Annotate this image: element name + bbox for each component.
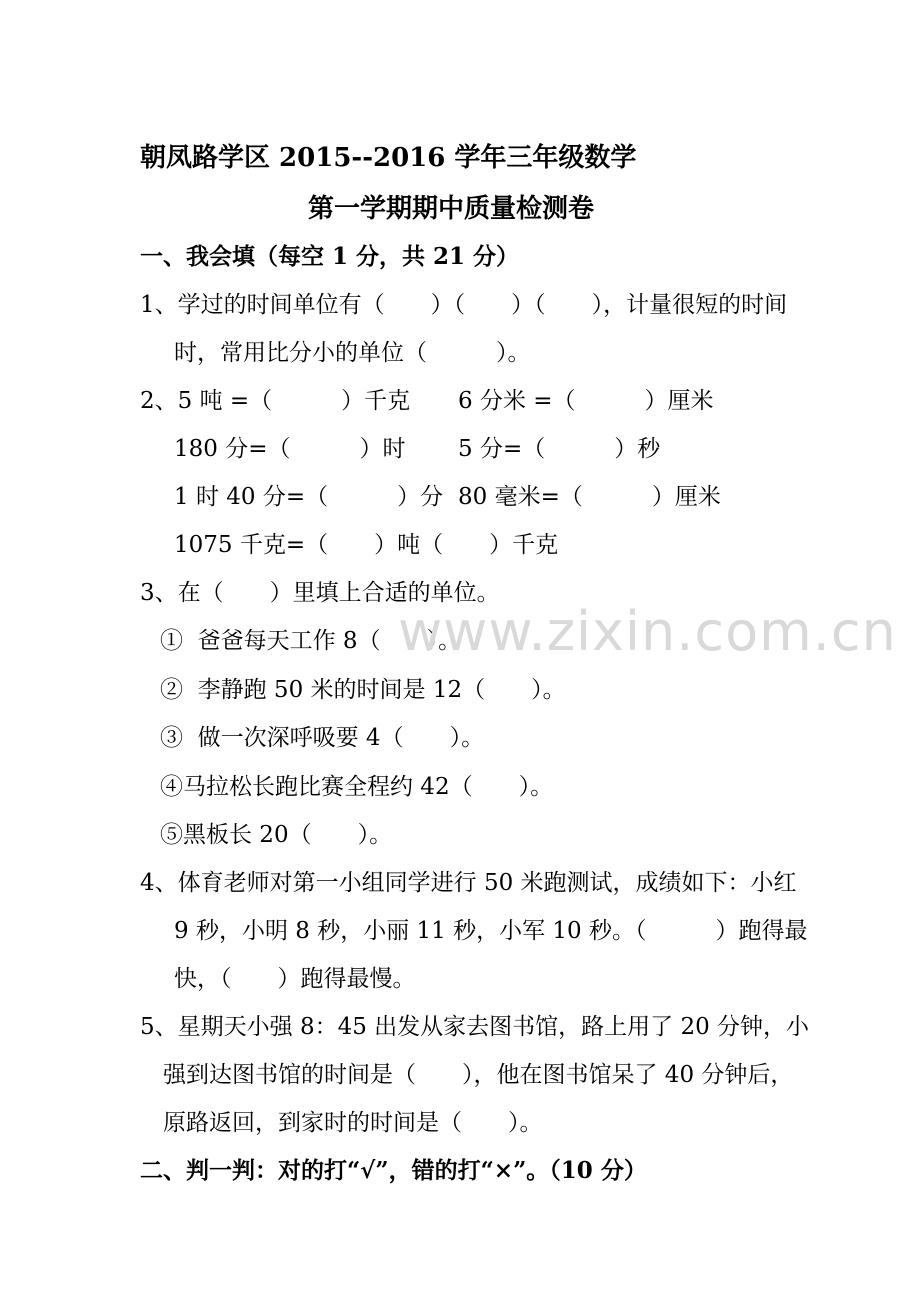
section2-heading: 二、判一判：对的打“√”，错的打“×”。（10 分） (140, 1157, 647, 1184)
question2-row1-right: 6 分米 =（ ）厘米 (458, 388, 714, 414)
question3-item: ① 爸爸每天工作 8（ ）。 (160, 628, 462, 654)
question2-row3-right: 80 毫米=（ ）厘米 (458, 484, 721, 510)
question3-intro: 3、在（ ）里填上合适的单位。 (140, 580, 500, 606)
question1-line2: 时，常用比分小的单位（ ）。 (174, 340, 531, 366)
question2-row1-left: 2、5 吨 =（ ）千克 (140, 388, 411, 414)
question3-item: ⑤黑板长 20（ ）。 (160, 822, 393, 848)
question4-line3: 快，（ ）跑得最慢。 (174, 966, 416, 992)
question2-row3-left: 1 时 40 分=（ ）分 (174, 484, 444, 510)
question5-line1: 5、星期天小强 8：45 出发从家去图书馆，路上用了 20 分钟，小 (140, 1014, 810, 1040)
question5-line2: 强到达图书馆的时间是（ ），他在图书馆呆了 40 分钟后， (163, 1062, 794, 1088)
question4-line1: 4、体育老师对第一小组同学进行 50 米跑测试，成绩如下：小红 (140, 870, 797, 896)
question3-item: ④马拉松长跑比赛全程约 42（ ）。 (160, 774, 554, 800)
question3-item: ② 李静跑 50 米的时间是 12（ ）。 (160, 677, 566, 703)
question2-row2-left: 180 分=（ ）时 (174, 436, 406, 462)
document-title-line2: 第一学期期中质量检测卷 (308, 194, 595, 224)
question2-row4: 1075 千克=（ ）吨（ ）千克 (174, 532, 559, 558)
question4-line2: 9 秒，小明 8 秒，小丽 11 秒，小军 10 秒。（ ）跑得最 (174, 918, 808, 944)
document-title-line1: 朝凤路学区 2015--2016 学年三年级数学 (140, 143, 637, 173)
question5-line3: 原路返回，到家时的时间是（ ）。 (163, 1110, 543, 1136)
question2-row2-right: 5 分=（ ）秒 (458, 436, 661, 462)
question1-line1: 1、学过的时间单位有（ ）（ ）（ ），计量很短的时间 (140, 292, 788, 318)
section1-heading: 一、我会填（每空 1 分，共 21 分） (140, 243, 520, 270)
watermark: www.zixin.com.cn (398, 600, 897, 663)
question3-item: ③ 做一次深呼吸要 4（ ）。 (160, 725, 485, 751)
